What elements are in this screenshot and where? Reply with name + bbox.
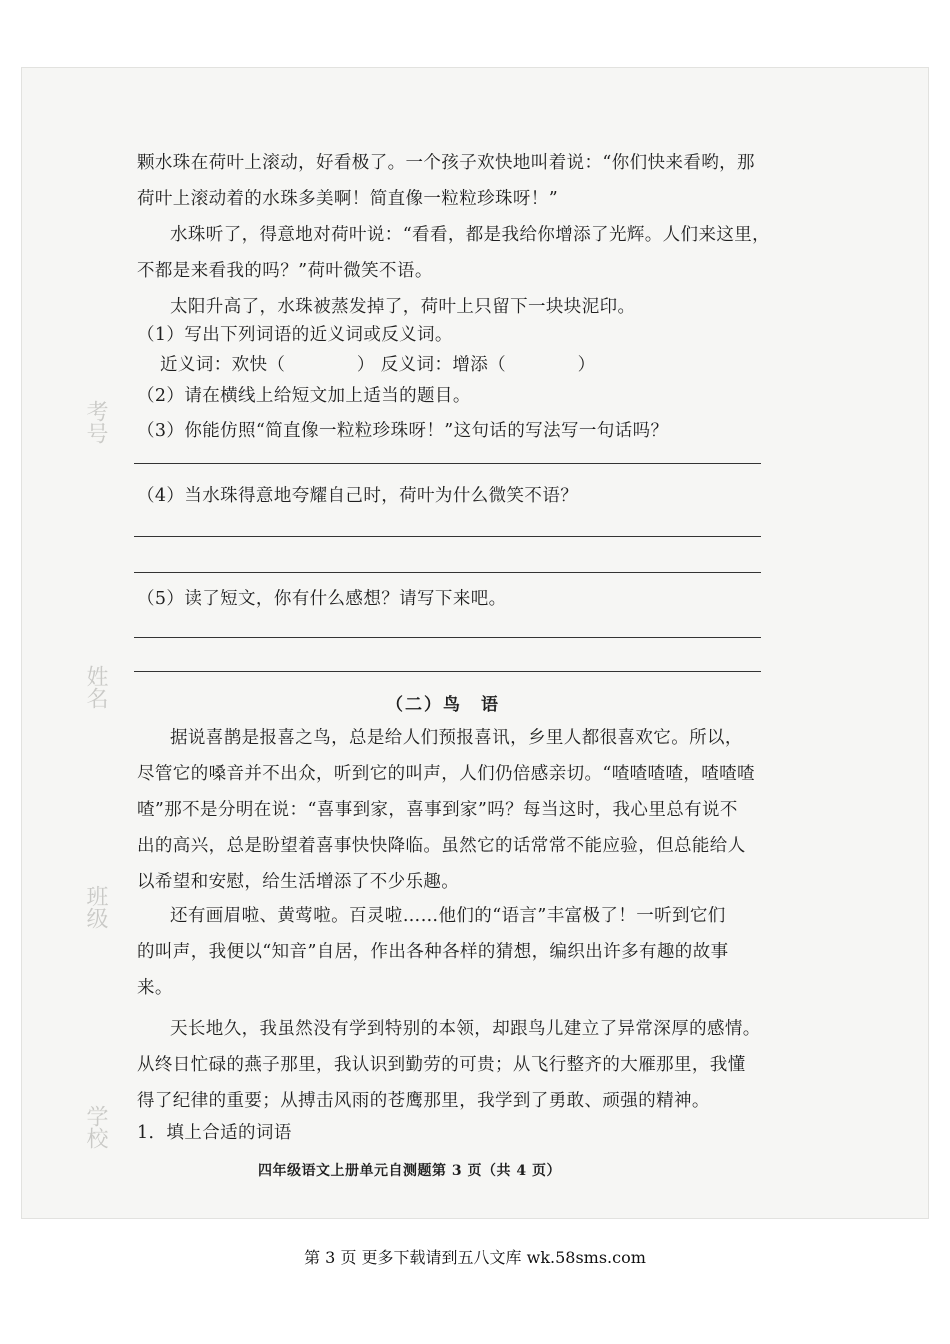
margin-label-class: 班级 — [83, 885, 108, 929]
passage2-title: （二）鸟 语 — [386, 695, 500, 715]
page-content — [22, 68, 928, 1218]
answer-line-q5[interactable] — [134, 637, 761, 638]
answer-line-q4[interactable] — [134, 572, 761, 573]
margin-label-school: 学校 — [83, 1105, 108, 1149]
passage2-line: 从终日忙碌的燕子那里，我认识到勤劳的可贵；从飞行整齐的大雁那里，我懂 — [137, 1055, 746, 1075]
passage2-line: 据说喜鹊是报喜之鸟，总是给人们预报喜讯，乡里人都很喜欢它。所以， — [170, 728, 743, 748]
margin-label-name: 姓名 — [83, 665, 108, 709]
passage2-line: 的叫声，我便以“知音”自居，作出各种各样的猜想，编织出许多有趣的故事 — [137, 942, 729, 962]
passage1-line: 荷叶上滚动着的水珠多美啊！简直像一粒粒珍珠呀！” — [137, 189, 559, 209]
passage2-task: 1．填上合适的词语 — [137, 1123, 292, 1143]
answer-line-q3[interactable] — [134, 463, 761, 464]
passage2-line: 喳”那不是分明在说：“喜事到家，喜事到家”吗？每当这时，我心里总有说不 — [137, 800, 738, 820]
passage1-line: 颗水珠在荷叶上滚动，好看极了。一个孩子欢快地叫着说：“你们快来看哟，那 — [137, 153, 755, 173]
passage2-line: 还有画眉啦、黄莺啦。百灵啦……他们的“语言”丰富极了！一听到它们 — [170, 906, 726, 926]
passage2-line: 得了纪律的重要；从搏击风雨的苍鹰那里，我学到了勇敢、顽强的精神。 — [137, 1091, 710, 1111]
question-3: （3）你能仿照“简直像一粒粒珍珠呀！”这句话的写法写一句话吗？ — [137, 421, 669, 441]
question-1-detail: 近义词：欢快（ ） 反义词：增添（ ） — [160, 355, 596, 375]
answer-line-q5[interactable] — [134, 671, 761, 672]
passage2-line: 天长地久，我虽然没有学到特别的本领，却跟鸟儿建立了异常深厚的感情。 — [170, 1019, 761, 1039]
answer-line-q4[interactable] — [134, 536, 761, 537]
question-1: （1）写出下列词语的近义词或反义词。 — [137, 325, 453, 345]
passage2-line: 以希望和安慰，给生活增添了不少乐趣。 — [137, 872, 460, 892]
passage2-line: 出的高兴，总是盼望着喜事快快降临。虽然它的话常常不能应验，但总能给人 — [137, 836, 746, 856]
question-2: （2）请在横线上给短文加上适当的题目。 — [137, 386, 471, 406]
passage1-line: 太阳升高了，水珠被蒸发掉了，荷叶上只留下一块块泥印。 — [170, 297, 636, 317]
passage2-line: 来。 — [137, 978, 173, 998]
question-4: （4）当水珠得意地夸耀自己时，荷叶为什么微笑不语？ — [137, 486, 579, 506]
passage2-line: 尽管它的嗓音并不出众，听到它的叫声，人们仍倍感亲切。“喳喳喳喳，喳喳喳 — [137, 764, 755, 784]
download-note: 第 3 页 更多下载请到五八文库 wk.58sms.com — [304, 1248, 646, 1267]
question-5: （5）读了短文，你有什么感想？请写下来吧。 — [137, 589, 507, 609]
page-footer: 四年级语文上册单元自测题第 3 页（共 4 页） — [258, 1163, 561, 1179]
margin-label-exam-number: 考号 — [83, 400, 108, 444]
passage1-line: 水珠听了，得意地对荷叶说：“看看，都是我给你增添了光辉。人们来这里， — [170, 225, 771, 245]
passage1-line: 不都是来看我的吗？”荷叶微笑不语。 — [137, 261, 433, 281]
